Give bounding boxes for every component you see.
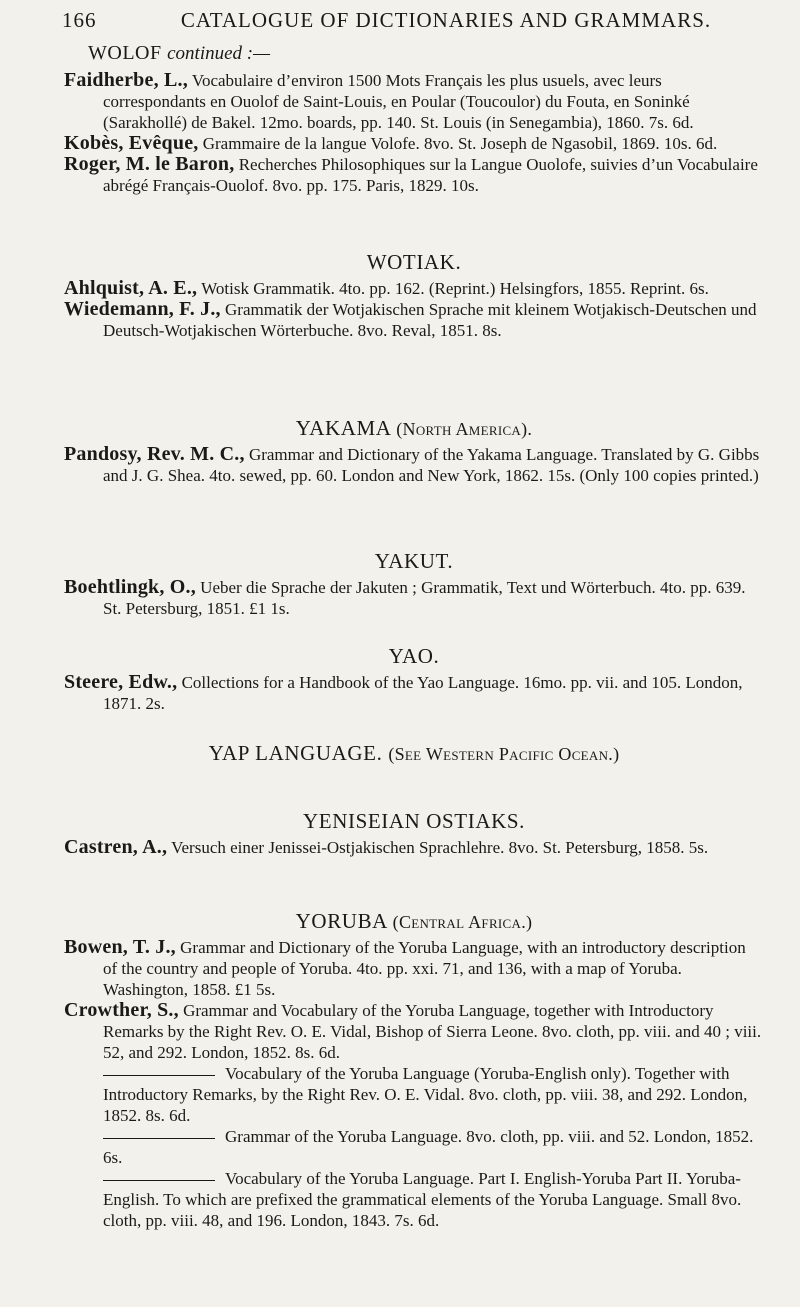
section-title: YAO. <box>388 644 440 668</box>
entry: Bowen, T. J., Grammar and Dictionary of the Yoruba Language, with an introductory description of the country and people of Yoruba. 4to. pp. xxi. 71, and 136, with a map of Yoruba. Washington, 1858. £1 5s. <box>64 936 746 999</box>
section-wolof <box>64 70 764 196</box>
section-yap <box>64 737 764 769</box>
entry: Ahlquist, A. E., Wotisk Grammatik. 4to. pp. 162. (Reprint.) Helsingfors, 1855. Reprint. 6s. <box>64 277 709 299</box>
entry: Crowther, S., Grammar and Vocabulary of the Yoruba Language, together with Introductory Remarks by the Right Rev. O. E. Vidal, Bishop of Sierra Leone. 8vo. cloth, pp. viii. and 40 ; viii. 52, and 292. London, 1852. 8s. 6d. <box>64 999 762 1062</box>
section-yakut <box>64 545 764 619</box>
ditto-rule <box>103 1075 215 1076</box>
entry: Pandosy, Rev. M. C., Grammar and Dictionary of the Yakama Language. Translated by G. Gibbs and J. G. Shea. 4to. sewed, pp. 60. London and New York, 1862. 15s. (Only 100 copies printed.) <box>64 443 760 485</box>
entry: Castren, A., Versuch einer Jenissei-Ostjakischen Sprachlehre. 8vo. St. Petersburg, 1858. 5s. <box>64 836 709 858</box>
section-title: YORUBA (Central Africa.) <box>295 909 533 933</box>
section-yakama <box>64 412 764 486</box>
ditto-rule <box>103 1180 215 1181</box>
entry: Vocabulary of the Yoruba Language (Yoruba-English only). Together with Introductory Remarks, by the Right Rev. O. E. Vidal. 8vo. cloth, pp. viii. 38, and 292. London, 1852. 8s. 6d. <box>103 1064 748 1125</box>
section-title: YAKUT. <box>374 549 454 573</box>
entry: Boehtlingk, O., Ueber die Sprache der Jakuten ; Grammatik, Text und Wörterbuch. 4to. pp. 639. St. Petersburg, 1851. £1 1s. <box>64 576 746 618</box>
page-number: 166 <box>62 7 97 32</box>
entry: Steere, Edw., Collections for a Handbook of the Yao Language. 16mo. pp. vii. and 105. London, 1871. 2s. <box>64 671 743 713</box>
entry: Vocabulary of the Yoruba Language. Part I. English-Yoruba Part II. Yoruba-English. To which are prefixed the grammatical elements of the Yoruba Language. Small 8vo. cloth, pp. viii. 48, and 196. London, 1843. 7s. 6d. <box>103 1169 742 1230</box>
section-yoruba <box>64 905 764 1231</box>
section-wotiak <box>64 246 764 341</box>
entry: Faidherbe, L., Vocabulaire d’environ 1500 Mots Français les plus usuels, avec leurs correspondants en Ouolof de Saint-Louis, en Poular (Toucoulor) du Fouta, en Soninké (Sarakhollé) de Bakel. 12mo. boards, pp. 140. St. Louis (in Senegambia), 1860. 7s. 6d. <box>64 69 694 132</box>
ditto-rule <box>103 1138 215 1139</box>
section-title-wolof: WOLOF continued :— <box>88 42 271 64</box>
section-title: YAP LANGUAGE. (See Western Pacific Ocean.) <box>208 741 620 765</box>
entry: Kobès, Evêque, Grammaire de la langue Volofe. 8vo. St. Joseph de Ngasobil, 1869. 10s. 6d. <box>64 132 718 154</box>
running-head <box>62 3 766 37</box>
section-yeniseian <box>64 805 764 858</box>
entry: Grammar of the Yoruba Language. 8vo. cloth, pp. viii. and 52. London, 1852. 6s. <box>103 1127 754 1167</box>
section-title: YAKAMA (North America). <box>295 416 533 440</box>
running-title: CATALOGUE OF DICTIONARIES AND GRAMMARS. <box>180 7 712 32</box>
section-title: WOTIAK. <box>366 250 462 274</box>
section-yao <box>64 640 764 714</box>
entry: Wiedemann, F. J., Grammatik der Wotjakischen Sprache mit kleinem Wotjakisch-Deutschen und Deutsch-Wotjakischen Wörterbuche. 8vo. Reval, 1851. 8s. <box>64 298 757 340</box>
entry: Roger, M. le Baron, Recherches Philosophiques sur la Langue Ouolofe, suivies d’un Vocabulaire abrégé Français-Ouolof. 8vo. pp. 175. Paris, 1829. 10s. <box>64 153 758 195</box>
section-title: YENISEIAN OSTIAKS. <box>303 809 525 833</box>
